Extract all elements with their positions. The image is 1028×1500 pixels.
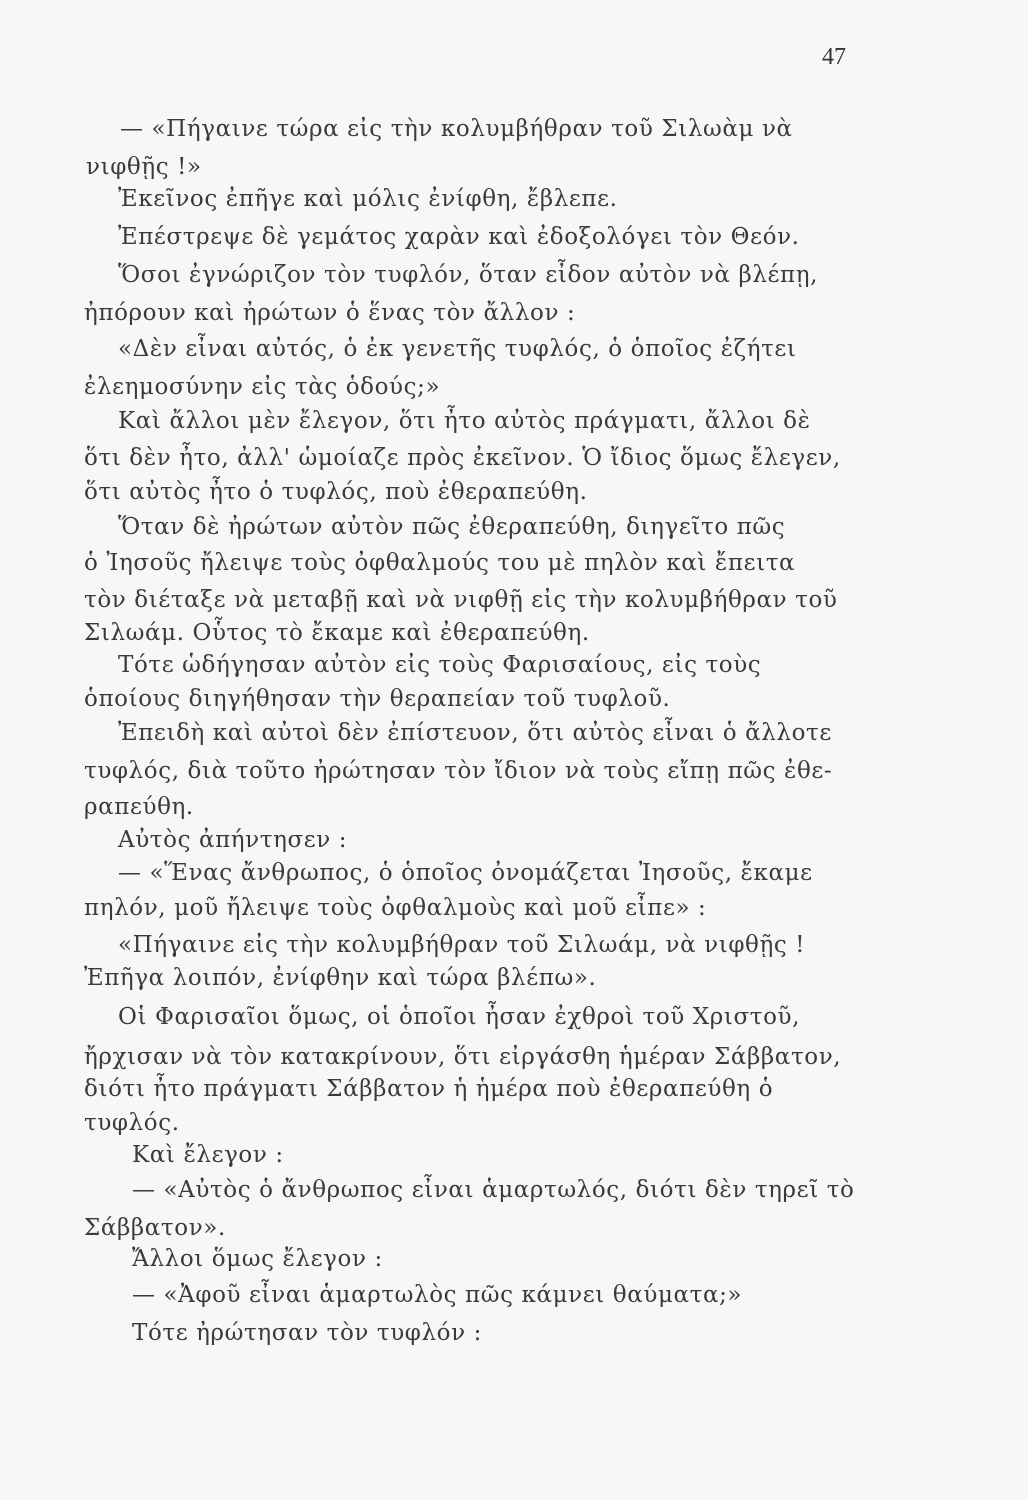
text-line: Σάββατον». xyxy=(84,1215,226,1241)
text-line: Ἄλλοι ὅμως ἔλεγον : xyxy=(132,1246,383,1272)
text-line: τὸν διέταξε νὰ μεταβῇ καὶ νὰ νιφθῇ εἰς τὴν κολυμβήθραν τοῦ xyxy=(84,587,838,613)
text-line: πηλόν, μοῦ ἤλειψε τοὺς ὀφθαλμοὺς καὶ μοῦ εἶπε» : xyxy=(84,895,707,921)
text-line: Ἐπέστρεψε δὲ γεμάτος χαρὰν καὶ ἐδοξολόγει τὸν Θεόν. xyxy=(118,224,800,250)
text-line: ἐλεημοσύνην εἰς τὰς ὁδούς;» xyxy=(84,374,441,400)
text-line: Ὅταν δὲ ἠρώτων αὐτὸν πῶς ἐθεραπεύθη, διηγεῖτο πῶς xyxy=(118,514,786,540)
text-line: Καὶ ἄλλοι μὲν ἔλεγον, ὅτι ἦτο αὐτὸς πράγματι, ἄλλοι δὲ xyxy=(118,408,811,434)
text-line: Ὅσοι ἐγνώριζον τὸν τυφλόν, ὅταν εἶδον αὐτὸν νὰ βλέπῃ, xyxy=(118,262,819,288)
text-line: — «Πήγαινε τώρα εἰς τὴν κολυμβήθραν τοῦ Σιλωὰμ νὰ xyxy=(120,116,793,142)
text-line: ὁ Ἰησοῦς ἤλειψε τοὺς ὀφθαλμούς του μὲ πηλὸν καὶ ἔπειτα xyxy=(84,550,796,576)
text-line: τυφλός, διὰ τοῦτο ἠρώτησαν τὸν ἴδιον νὰ τοὺς εἴπῃ πῶς ἐθε- xyxy=(84,758,833,784)
text-line: ἤρχισαν νὰ τὸν κατακρίνουν, ὅτι εἰργάσθη ἡμέραν Σάββατον, xyxy=(84,1044,842,1070)
text-line: Αὐτὸς ἀπήντησεν : xyxy=(118,827,348,853)
text-line: ὅτι δὲν ἦτο, ἀλλ' ὡμοίαζε πρὸς ἐκεῖνον. Ὁ ἴδιος ὅμως ἔλεγεν, xyxy=(84,445,841,471)
text-line: Καὶ ἔλεγον : xyxy=(132,1142,284,1168)
text-line: ραπεύθη. xyxy=(84,794,194,820)
text-line: διότι ἦτο πράγματι Σάββατον ἡ ἡμέρα ποὺ ἐθεραπεύθη ὁ xyxy=(84,1076,774,1102)
text-line: «Δὲν εἶναι αὐτός, ὁ ἐκ γενετῆς τυφλός, ὁ ὁποῖος ἐζήτει xyxy=(118,336,797,362)
text-line: ὅτι αὐτὸς ἦτο ὁ τυφλός, ποὺ ἐθεραπεύθη. xyxy=(84,479,588,505)
text-line: τυφλός. xyxy=(84,1110,180,1136)
text-line: — «Ἀφοῦ εἶναι ἁμαρτωλὸς πῶς κάμνει θαύματα;» xyxy=(132,1282,743,1308)
page-number: 47 xyxy=(822,44,846,70)
text-line: Ἐπειδὴ καὶ αὐτοὶ δὲν ἐπίστευον, ὅτι αὐτὸς εἶναι ὁ ἄλλοτε xyxy=(118,720,832,746)
text-line: Σιλωάμ. Οὗτος τὸ ἔκαμε καὶ ἐθεραπεύθη. xyxy=(84,620,590,646)
text-line: Τότε ὡδήγησαν αὐτὸν εἰς τοὺς Φαρισαίους, εἰς τοὺς xyxy=(118,652,762,678)
text-line: Τότε ἠρώτησαν τὸν τυφλόν : xyxy=(132,1320,482,1346)
text-line: — «Αὐτὸς ὁ ἄνθρωπος εἶναι ἁμαρτωλός, διότι δὲν τηρεῖ τὸ xyxy=(132,1177,855,1203)
text-line: ἠπόρουν καὶ ἠρώτων ὁ ἕνας τὸν ἄλλον : xyxy=(84,300,576,326)
text-line: Ἐκεῖνος ἐπῆγε καὶ μόλις ἐνίφθη, ἔβλεπε. xyxy=(118,186,618,212)
text-line: Ἐπῆγα λοιπόν, ἐνίφθην καὶ τώρα βλέπω». xyxy=(84,965,597,991)
text-line: «Πήγαινε εἰς τὴν κολυμβήθραν τοῦ Σιλωάμ, νὰ νιφθῇς ! xyxy=(118,932,806,958)
text-line: — «Ἕνας ἄνθρωπος, ὁ ὁποῖος ὀνομάζεται Ἰησοῦς, ἔκαμε xyxy=(118,860,813,886)
text-line: ὁποίους διηγήθησαν τὴν θεραπείαν τοῦ τυφλοῦ. xyxy=(84,686,671,712)
text-line: νιφθῇς !» xyxy=(86,154,202,180)
text-line: Οἱ Φαρισαῖοι ὅμως, οἱ ὁποῖοι ἦσαν ἐχθροὶ τοῦ Χριστοῦ, xyxy=(118,1004,801,1030)
